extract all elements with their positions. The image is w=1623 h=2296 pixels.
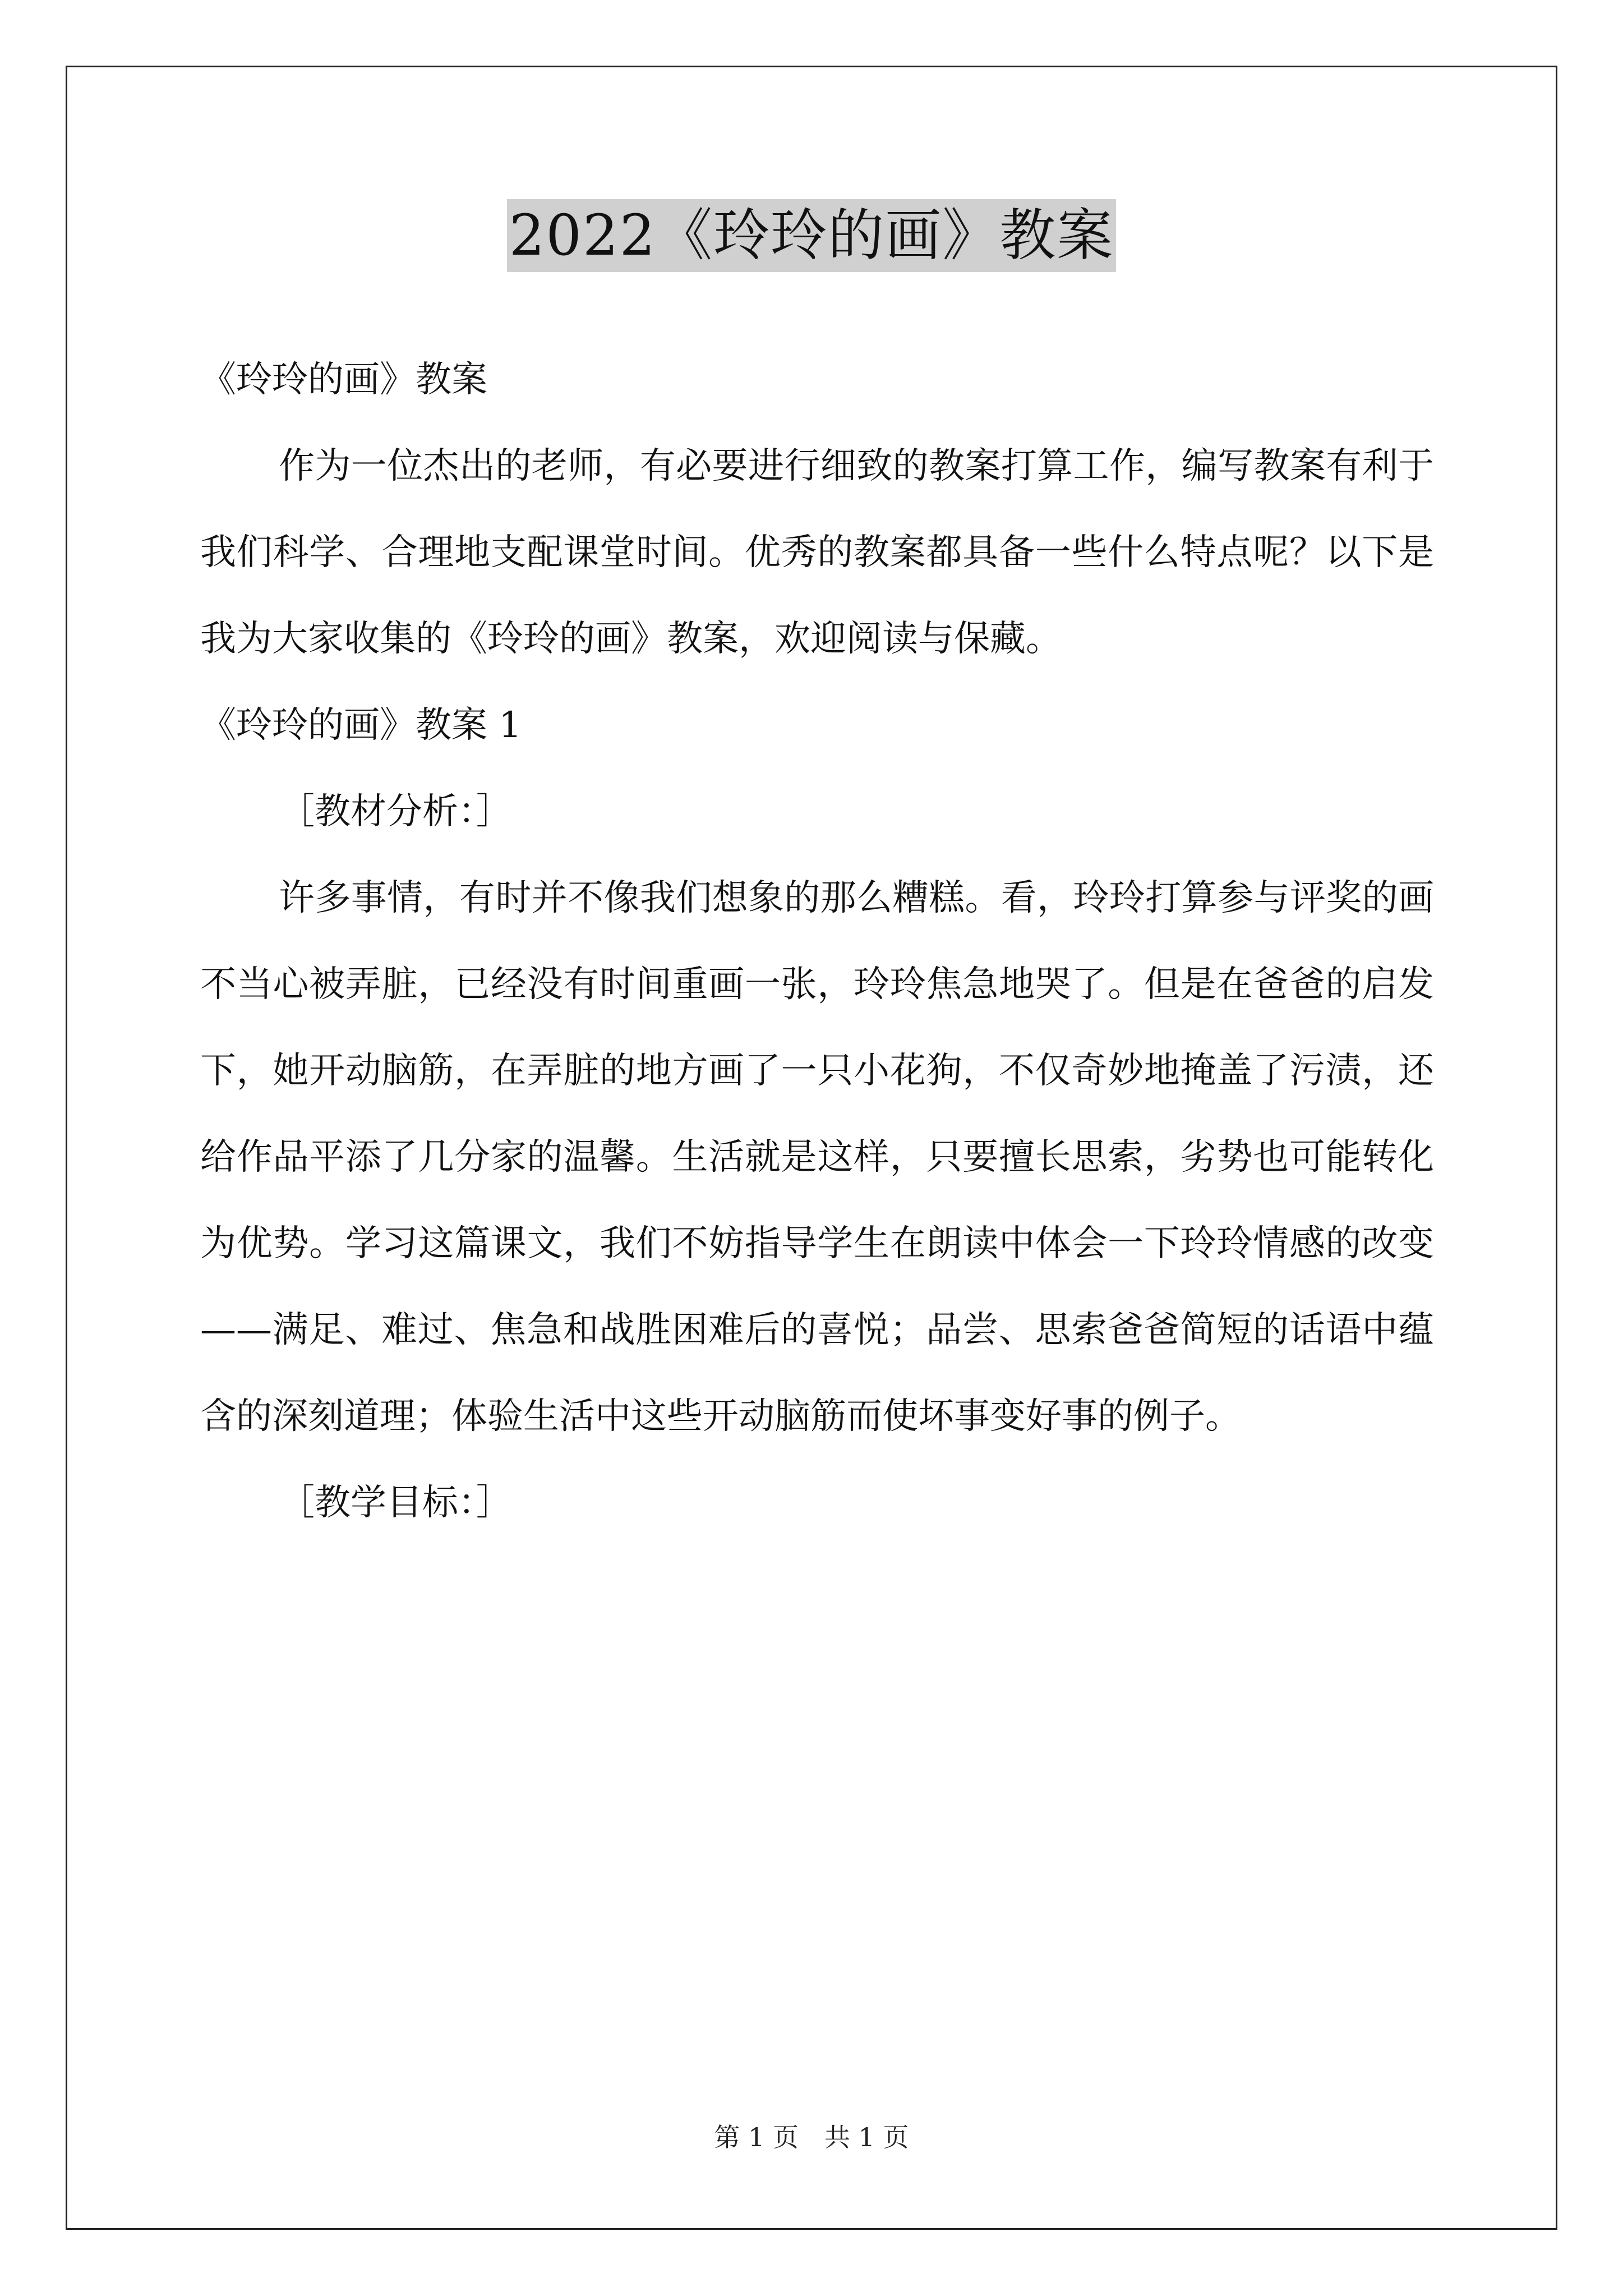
document-body bbox=[200, 337, 1434, 1546]
intro-paragraph: 作为一位杰出的老师，有必要进行细致的教案打算工作，编写教案有利于我们科学、合理地支配课堂时间。优秀的教案都具备一些什么特点呢？以下是我为大家收集的《玲玲的画》教案，欢迎阅读与保藏。 bbox=[200, 445, 1434, 660]
title-container bbox=[0, 199, 1623, 272]
subtitle-paragraph: 《玲玲的画》教案 bbox=[200, 359, 487, 401]
page-footer: 第 1 页 共 1 页 bbox=[714, 2122, 909, 2152]
material-analysis-heading: ［教材分析：］ bbox=[279, 791, 512, 832]
document-title: 2022《玲玲的画》教案 bbox=[507, 199, 1117, 272]
material-analysis-paragraph: 许多事情，有时并不像我们想象的那么糟糕。看，玲玲打算参与评奖的画不当心被弄脏，已经没有时间重画一张，玲玲焦急地哭了。但是在爸爸的启发下，她开动脑筋，在弄脏的地方画了一只小花狗，不仅奇妙地掩盖了污渍，还给作品平添了几分家的温馨。生活就是这样，只要擅长思索，劣势也可能转化为优势。学习这篇课文，我们不妨指导学生在朗读中体会一下玲玲情感的改变——满足、难过、焦急和战胜困难后的喜悦；品尝、思索爸爸简短的话语中蕴含的深刻道理；体验生活中这些开动脑筋而使坏事变好事的例子。 bbox=[200, 877, 1434, 1437]
section-heading: 《玲玲的画》教案 1 bbox=[200, 705, 522, 746]
teaching-goals-heading: ［教学目标：］ bbox=[279, 1482, 512, 1524]
